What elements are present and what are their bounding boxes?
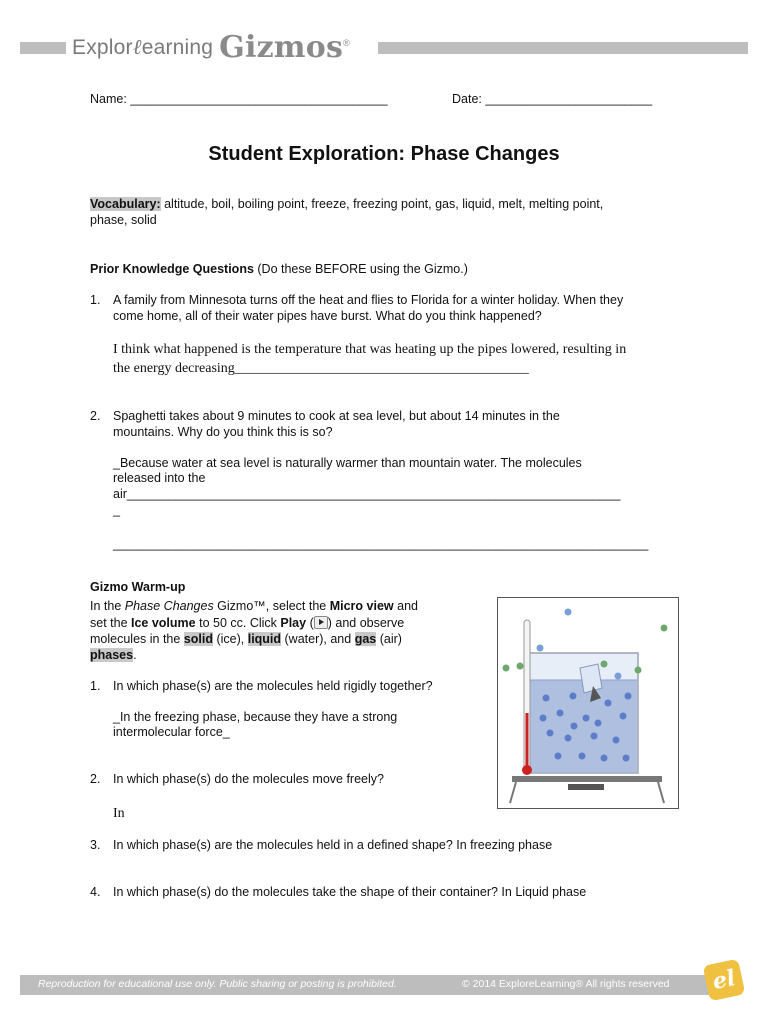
date-blank: ________________________: [485, 92, 653, 106]
warmup-intro-3a: molecules in the: [90, 632, 184, 646]
name-label: Name:: [90, 92, 127, 106]
name-blank: _____________________________________: [130, 92, 388, 106]
heater-element: [568, 784, 604, 790]
q2-answer-1[interactable]: _Because water at sea level is naturally warmer than mountain water. The molecules: [113, 456, 582, 470]
warmup-intro-1d: Micro view: [329, 599, 394, 613]
gizmo-micro-view-image: [497, 597, 679, 809]
warmup-q1-answer-2[interactable]: intermolecular force_: [113, 725, 230, 739]
warmup-intro-4: [90, 648, 137, 662]
thermometer-mercury: [526, 713, 529, 768]
q2-answer-4[interactable]: _: [113, 503, 120, 517]
play-icon[interactable]: [314, 616, 328, 629]
footer-disclaimer: Reproduction for educational use only. Public sharing or posting is prohibited.: [38, 978, 397, 990]
warmup-q3-text: In which phase(s) are the molecules held in a defined shape? In freezing phase: [113, 838, 553, 852]
logo-explore-text: Explor: [72, 36, 133, 59]
vocabulary-terms-1: altitude, boil, boiling point, freeze, freezing point, gas, liquid, melt, melting point,: [160, 197, 604, 211]
q2-text-1: Spaghetti takes about 9 minutes to cook at sea level, but about 14 minutes in the: [113, 409, 560, 423]
warmup-intro-2c: to 50 cc. Click: [195, 616, 281, 630]
warmup-intro-1a: In the: [90, 599, 125, 613]
prior-knowledge-heading: [90, 262, 468, 276]
warmup-intro-1b: Phase Changes: [124, 599, 214, 613]
heater-plate: [512, 776, 662, 782]
warmup-intro-2f: ) and observe: [327, 616, 405, 630]
ice-block: [580, 664, 602, 693]
logo-learning-text: earning: [141, 36, 214, 59]
header-bar-left: [20, 42, 66, 54]
beaker-illustration: [498, 598, 678, 808]
warmup-q4-number: 4.: [90, 885, 101, 899]
warmup-q4-text: In which phase(s) do the molecules take the shape of their container? In Liquid phase: [113, 885, 587, 899]
warmup-q2-answer[interactable]: In: [113, 806, 125, 821]
stand-leg-left: [510, 782, 516, 803]
q1-text-1: A family from Minnesota turns off the heat and flies to Florida for a winter holiday. When they: [113, 293, 624, 307]
logo-l-glyph: ℓ: [132, 35, 142, 59]
logo-gizmos-text: Gizmos: [219, 30, 344, 65]
warmup-intro-3e: (water), and: [281, 632, 355, 646]
warmup-intro-2d: Play: [280, 616, 307, 630]
thermometer-bulb: [522, 765, 532, 775]
q2-answer-2[interactable]: released into the: [113, 471, 206, 485]
warmup-q1-number: 1.: [90, 679, 101, 693]
q2-answer-3[interactable]: air_______________________________________________________________________: [113, 487, 621, 501]
warmup-q2-number: 2.: [90, 772, 101, 786]
warmup-intro-3c: (ice),: [212, 632, 248, 646]
warmup-q1-text: In which phase(s) are the molecules held rigidly together?: [113, 679, 433, 693]
q1-answer-2[interactable]: the energy decreasing__________________________________________: [113, 361, 529, 376]
warmup-q3-number: 3.: [90, 838, 101, 852]
logo-registered: ®: [343, 38, 350, 48]
warmup-intro-3f: gas: [354, 632, 377, 646]
date-field[interactable]: [452, 92, 652, 106]
q2-number: 2.: [90, 409, 101, 423]
warmup-intro-4a: phases: [90, 648, 134, 662]
q1-text-2: come home, all of their water pipes have burst. What do you think happened?: [113, 309, 542, 323]
q2-answer-5[interactable]: _____________________________________________________________________________: [113, 537, 649, 551]
vocabulary-line-1: [90, 197, 603, 211]
warmup-heading: Gizmo Warm-up: [90, 580, 186, 594]
header-bar-right: [378, 42, 748, 54]
date-label: Date:: [452, 92, 482, 106]
stand-leg-right: [658, 782, 664, 803]
q2-text-2: mountains. Why do you think this is so?: [113, 425, 333, 439]
warmup-intro-4b: .: [133, 648, 137, 662]
warmup-intro-3d: liquid: [247, 632, 282, 646]
q1-answer-1[interactable]: I think what happened is the temperature that was heating up the pipes lowered, resulting in: [113, 342, 627, 357]
name-field[interactable]: [90, 92, 388, 106]
warmup-intro-1e: and: [393, 599, 418, 613]
warmup-intro-2a: set the: [90, 616, 131, 630]
explorelearning-logo: [72, 30, 350, 65]
vocabulary-line-2: phase, solid: [90, 213, 157, 227]
q1-number: 1.: [90, 293, 101, 307]
warmup-intro-3: [90, 632, 402, 646]
prior-note: (Do these BEFORE using the Gizmo.): [253, 262, 468, 276]
warmup-intro-1: [90, 599, 418, 613]
footer-copyright: © 2014 ExploreLearning® All rights reserved: [462, 978, 670, 990]
warmup-intro-2: [90, 616, 404, 630]
warmup-intro-3g: (air): [376, 632, 402, 646]
warmup-intro-3b: solid: [183, 632, 213, 646]
warmup-intro-2e: (: [306, 616, 314, 630]
explorelearning-badge-icon: el: [703, 959, 746, 1002]
warmup-q1-answer-1[interactable]: _In the freezing phase, because they have a strong: [113, 710, 398, 724]
prior-heading-text: Prior Knowledge Questions: [90, 262, 254, 276]
warmup-intro-1c: Gizmo™, select the: [213, 599, 330, 613]
vocabulary-label: Vocabulary:: [90, 197, 161, 211]
page-title: Student Exploration: Phase Changes: [208, 143, 560, 165]
warmup-q2-text: In which phase(s) do the molecules move freely?: [113, 772, 384, 786]
warmup-intro-2b: Ice volume: [131, 616, 196, 630]
